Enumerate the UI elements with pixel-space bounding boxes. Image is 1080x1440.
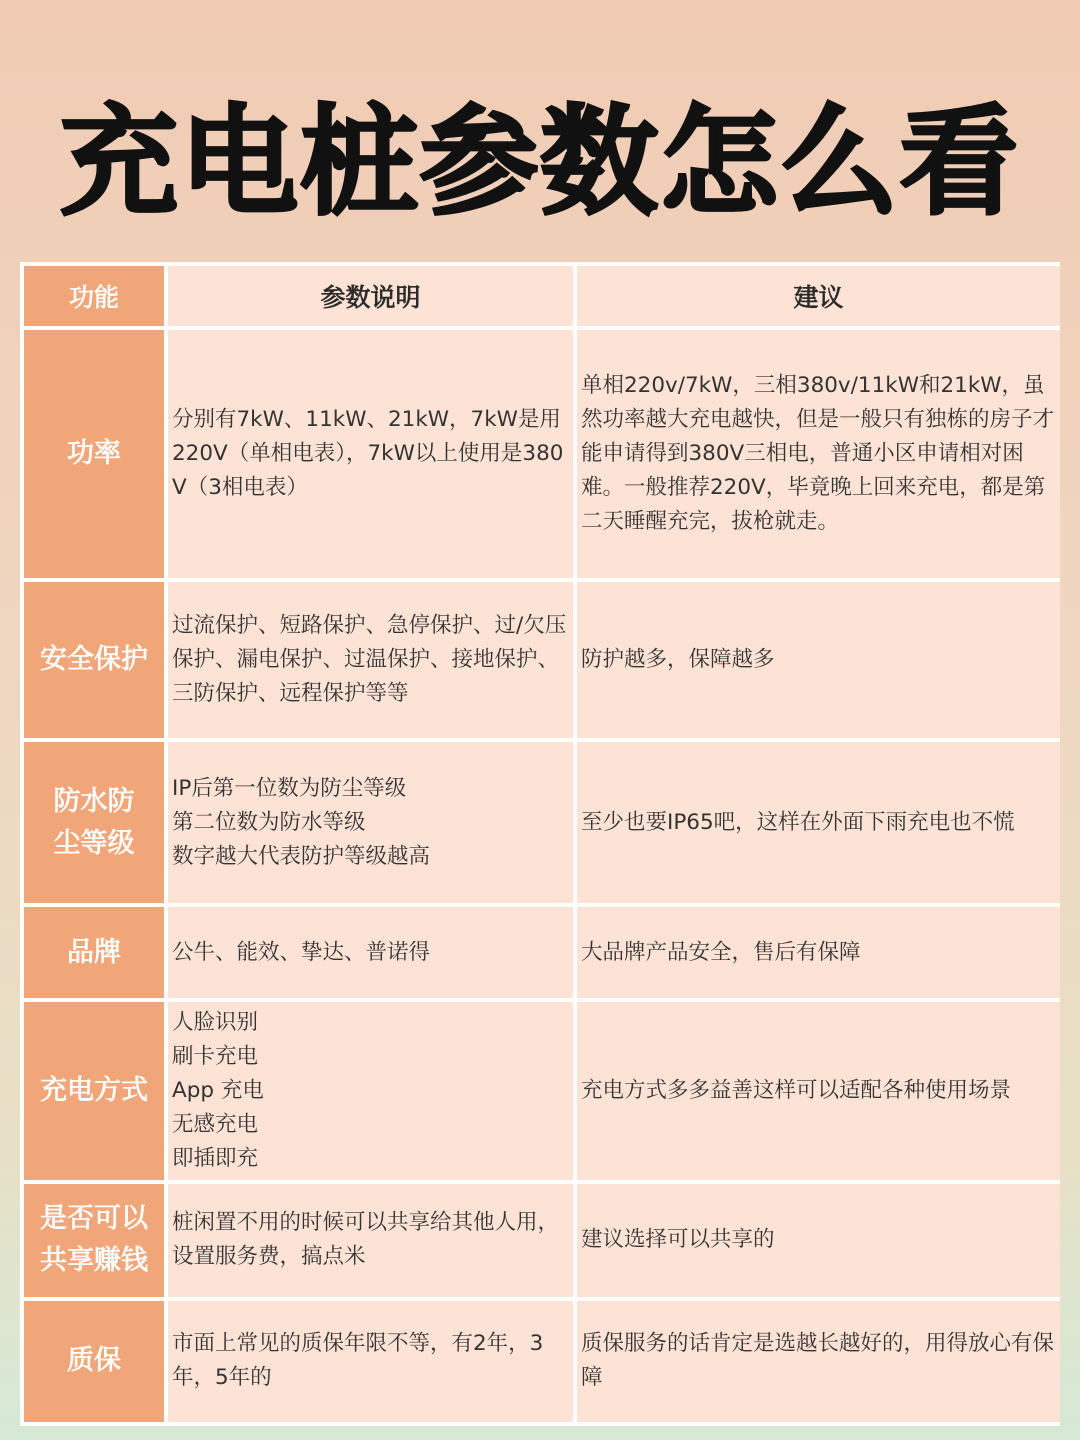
row-feature: 安全保护 (24, 582, 164, 737)
table-row (24, 582, 1060, 737)
row-description: 市面上常见的质保年限不等，有2年，3年，5年的 (168, 1301, 573, 1422)
header-description: 参数说明 (168, 266, 573, 326)
row-description: 分别有7kW、11kW、21kW，7kW是用220V（单相电表），7kW以上使用是380V（3相电表） (168, 330, 573, 578)
params-table (20, 262, 1064, 1426)
page-title: 充电桩参数怎么看 (59, 93, 1020, 231)
table-row (24, 1301, 1060, 1422)
row-feature: 是否可以共享赚钱 (24, 1184, 164, 1297)
row-description: 公牛、能效、挚达、普诺得 (168, 907, 573, 998)
row-feature: 功率 (24, 330, 164, 578)
table-header-row (24, 266, 1060, 326)
row-feature: 充电方式 (24, 1002, 164, 1180)
row-description: IP后第一位数为防尘等级 第二位数为防水等级 数字越大代表防护等级越高 (168, 742, 573, 904)
row-description: 过流保护、短路保护、急停保护、过/欠压保护、漏电保护、过温保护、接地保护、三防保护、远程保护等等 (168, 582, 573, 737)
row-feature: 防水防尘等级 (24, 742, 164, 904)
row-advice: 至少也要IP65吧，这样在外面下雨充电也不慌 (577, 742, 1060, 904)
table-row (24, 742, 1060, 904)
row-advice: 充电方式多多益善这样可以适配各种使用场景 (577, 1002, 1060, 1180)
row-description: 人脸识别 刷卡充电 App 充电 无感充电 即插即充 (168, 1002, 573, 1180)
table-row (24, 1184, 1060, 1297)
row-advice: 质保服务的话肯定是选越长越好的，用得放心有保障 (577, 1301, 1060, 1422)
table-row (24, 907, 1060, 998)
row-feature: 品牌 (24, 907, 164, 998)
table-row (24, 330, 1060, 578)
row-advice: 建议选择可以共享的 (577, 1184, 1060, 1297)
row-advice: 大品牌产品安全，售后有保障 (577, 907, 1060, 998)
header-function: 功能 (24, 266, 164, 326)
params-table-wrapper (20, 262, 1060, 1426)
row-feature: 质保 (24, 1301, 164, 1422)
row-advice: 防护越多，保障越多 (577, 582, 1060, 737)
header-advice: 建议 (577, 266, 1060, 326)
table-row (24, 1002, 1060, 1180)
row-description: 桩闲置不用的时候可以共享给其他人用，设置服务费，搞点米 (168, 1184, 573, 1297)
row-advice: 单相220v/7kW，三相380v/11kW和21kW，虽然功率越大充电越快，但是一般只有独栋的房子才能申请得到380V三相电，普通小区申请相对困难。一般推荐220V，毕竟晚上回来充电，都是第二天睡醒充完，拔枪就走。 (577, 330, 1060, 578)
